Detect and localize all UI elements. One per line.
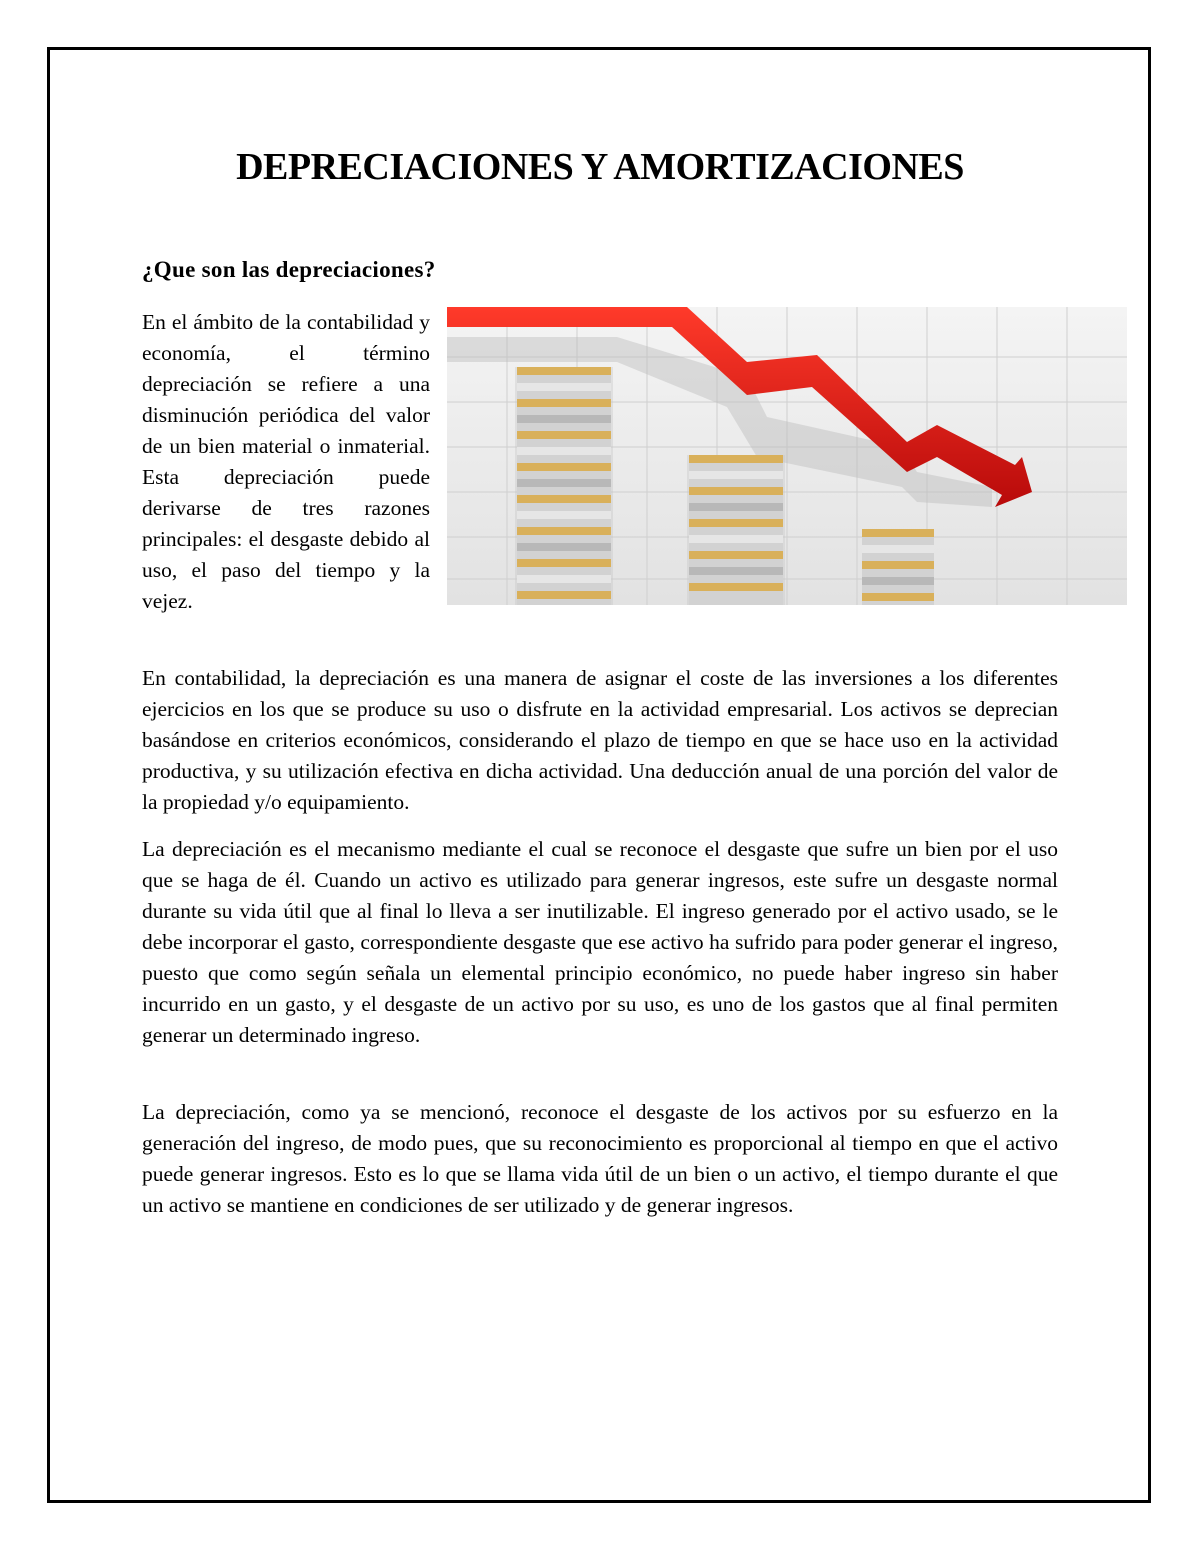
- depreciation-illustration: [447, 307, 1127, 605]
- coin-stack-medium: [687, 455, 785, 605]
- paragraph-3: La depreciación, como ya se mencionó, reconoce el desgaste de los activos por su esfuerzo en la generación del ingreso, de modo pues, que su reconocimiento es proporcional al tiempo en que el activo puede generar ingresos. Esto es lo que se llama vida útil de un bien o un activo, el tiempo durante el que un activo se mantiene en condiciones de ser utilizado y de generar ingresos.: [142, 1100, 1058, 1217]
- coin-stack-tall: [515, 367, 613, 605]
- paragraph-2: La depreciación es el mecanismo mediante el cual se reconoce el desgaste que sufre un bien por el uso que se haga de él. Cuando un activo es utilizado para generar ingresos, este sufre un desgaste normal durante su vida útil que al final lo lleva a ser inutilizable. El ingreso generado por el activo usado, se le debe incorporar el gasto, correspondiente desgaste que ese activo ha sufrido para poder generar el ingreso, puesto que como según señala un elemental principio económico, no puede haber ingreso sin haber incurrido en un gasto, y el desgaste de un activo por su uso, es uno de los gastos que al final permiten generar un determinado ingreso.: [142, 837, 1058, 1047]
- coin-stack-short: [862, 529, 934, 605]
- paragraph-1: En contabilidad, la depreciación es una manera de asignar el coste de las inversiones a los diferentes ejercicios en los que se produce su uso o disfrute en la actividad empresarial. Los activos se deprecian basándose en criterios económicos, considerando el plazo de tiempo en que se hace uso en la actividad productiva, y su utilización efectiva en dicha actividad. Una deducción anual de una porción del valor de la propiedad y/o equipamiento.: [142, 666, 1058, 814]
- section-heading: ¿Que son las depreciaciones?: [142, 257, 436, 282]
- intro-paragraph: En el ámbito de la contabilidad y economía, el término depreciación se refiere a una disminución periódica del valor de un bien material o inmaterial. Esta depreciación puede derivarse de tres razones principales: el desgaste debido al uso, el paso del tiempo y la vejez.: [142, 310, 430, 613]
- page-title: DEPRECIACIONES Y AMORTIZACIONES: [236, 146, 964, 188]
